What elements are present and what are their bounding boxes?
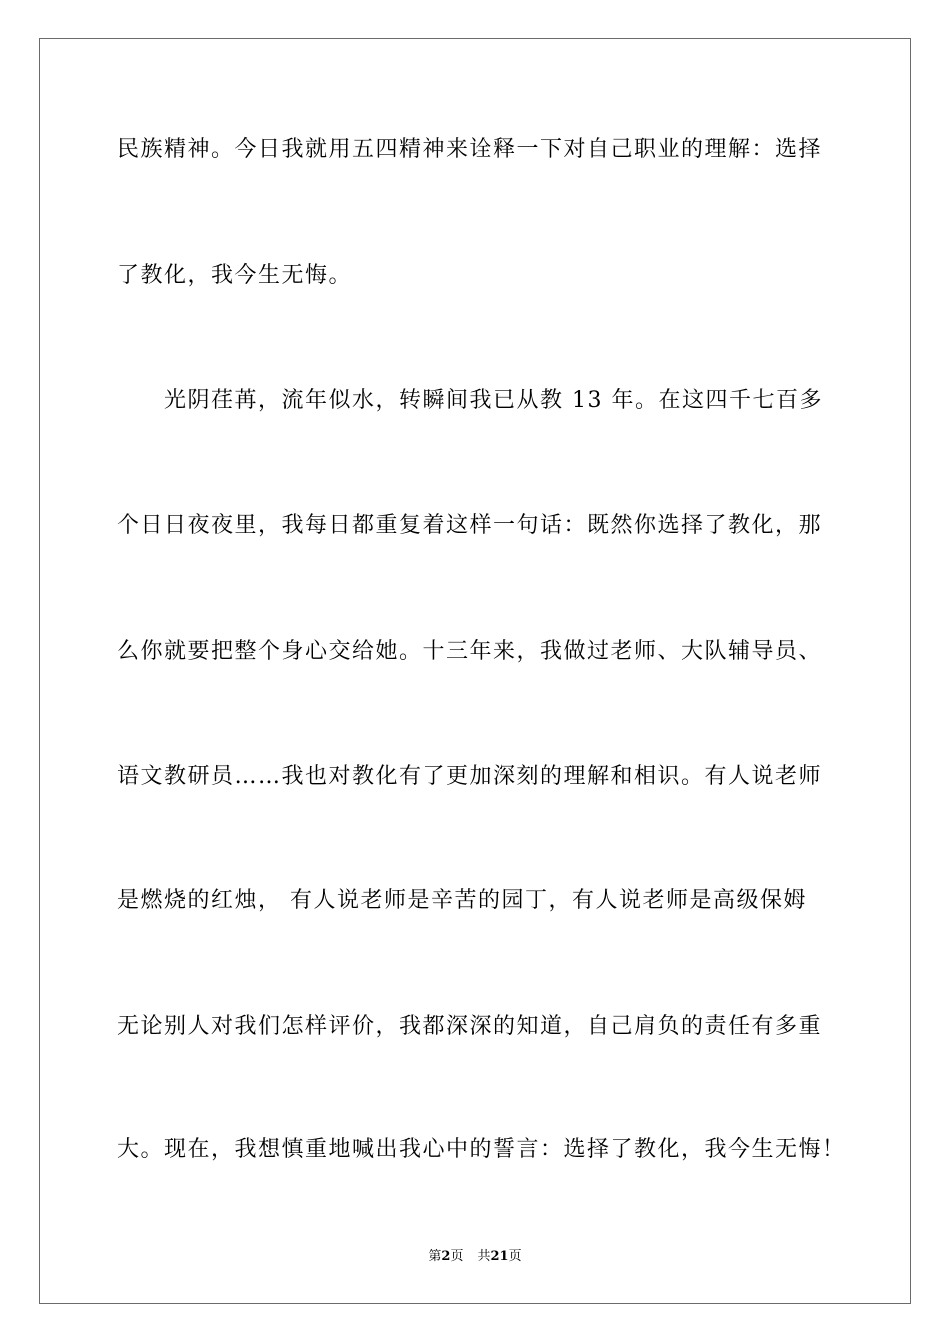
page-border bbox=[39, 38, 911, 1304]
total-suffix: 页 bbox=[508, 1249, 522, 1264]
page-prefix: 第 bbox=[428, 1249, 442, 1264]
page-total: 21 bbox=[490, 1249, 509, 1264]
page-footer bbox=[0, 1248, 950, 1266]
paragraph-line: 民族精神。今日我就用五四精神来诠释一下对自己职业的理解：选择 bbox=[117, 137, 823, 162]
paragraph-line: 光阴荏苒，流年似水，转瞬间我已从教 13 年。在这四千七百多 bbox=[117, 388, 823, 413]
paragraph-line: 个日日夜夜里，我每日都重复着这样一句话：既然你选择了教化，那 bbox=[117, 513, 823, 538]
paragraph-line: 了教化，我今生无悔。 bbox=[117, 263, 353, 288]
paragraph-line: 无论别人对我们怎样评价，我都深深的知道，自己肩负的责任有多重 bbox=[117, 1014, 823, 1039]
paragraph-line: 么你就要把整个身心交给她。十三年来，我做过老师、大队辅导员、 bbox=[117, 639, 823, 664]
paragraph-line: 大。现在，我想慎重地喊出我心中的誓言：选择了教化，我今生无悔！ bbox=[117, 1137, 846, 1162]
paragraph-line: 是燃烧的红烛， 有人说老师是辛苦的园丁，有人说老师是高级保姆 bbox=[117, 888, 807, 913]
page-current: 2 bbox=[441, 1249, 451, 1264]
total-prefix: 共 bbox=[477, 1249, 491, 1264]
page-suffix: 页 bbox=[450, 1249, 464, 1264]
paragraph-line: 语文教研员……我也对教化有了更加深刻的理解和相识。有人说老师 bbox=[117, 764, 823, 789]
